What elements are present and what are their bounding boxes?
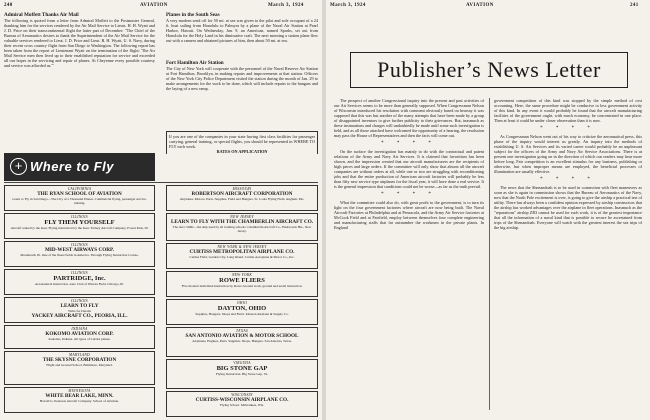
ad-state: TEXAS xyxy=(236,329,248,333)
ad-state: MINNESOTA xyxy=(68,389,91,393)
fort-hamilton-headline: Fort Hamilton Air Station xyxy=(166,60,224,66)
banner-title: Where to Fly xyxy=(30,159,115,174)
ad-yackey xyxy=(4,297,155,323)
running-title: AVIATION xyxy=(140,3,168,8)
section-break: * * * * xyxy=(540,126,596,131)
notice-rates: RATES ON APPLICATION xyxy=(216,149,268,154)
newsletter-column-1 xyxy=(334,98,484,416)
ad-big-stone-gap xyxy=(166,359,318,389)
ad-curtiss-wisconsin xyxy=(166,391,318,417)
section-break: * * * * xyxy=(540,177,596,182)
issue-date: March 3, 1924 xyxy=(330,3,366,8)
ad-san-antonio xyxy=(166,327,318,357)
ad-name: ROWE FLIERS xyxy=(219,277,265,284)
ad-mid-west xyxy=(4,241,155,267)
ad-name: PARTRIDGE, Inc. xyxy=(53,275,106,282)
page-number: 241 xyxy=(630,3,639,8)
ad-state: ILLINOIS xyxy=(71,271,88,275)
ad-text: Kokomo, Indiana. All types of Curtiss planes. xyxy=(48,337,111,341)
ad-ryan xyxy=(4,185,155,211)
moffett-article xyxy=(4,12,155,148)
ad-curtiss-metropolitan xyxy=(166,243,318,269)
ad-name: BIG STONE GAP xyxy=(216,365,268,372)
ad-text: Harold G. Peterson Aircraft Company. School of Aviation. xyxy=(39,399,120,403)
ad-name: THE RYAN SCHOOL OF AVIATION xyxy=(37,191,122,197)
ad-text: Airplanes, Motors, Parts, Supplies, Field and Hangars. St. Louis Flying Field, Anglum, Mo. xyxy=(179,197,305,201)
ad-text: Aeronautical Instruction. Aero Club of Illinois Field, Chicago, Ill. xyxy=(34,282,125,286)
ad-name: LEARN TO FLY WITH THE CHAMBERLIN AIRCRAFT CO. xyxy=(170,219,314,225)
issue-date: March 3, 1924 xyxy=(268,3,304,8)
left-page xyxy=(0,0,322,420)
running-title: AVIATION xyxy=(466,3,494,8)
ad-name: THE SKYSNE CORPORATION xyxy=(42,357,117,363)
ad-state: INDIANA xyxy=(71,327,88,331)
paragraph: On the surface the investigation has mainly to do with the contractual and patent relations of the Army and Navy Air Services. It is claimed that favoritism has been shown, and the impression created that our aircraft manufacturers are the recipients of high prices and large orders. If the committee will only show that almost all the aircraft companies are without orders at all, while one or two are struggling with reconditioning jobs and that the entire production of American aircraft factories will probably be less than fifty new service type airplanes for the fiscal year, it will have done a real service. It is the general impression that conditions could not be worse—as far as the truth prevail. xyxy=(334,149,484,189)
ad-state: NEW JERSEY xyxy=(230,215,254,219)
paragraph: The prospect of another Congressional inquiry into the present and past activities of our Air Services seems to be more than generally supposed. When Congressman Nelson of Wisconsin introduced his resolution with comment obviously based on hearsay it was supposed that this was but another of the many attempts that have been made by a group of disappointed inventors to give further publicity to their grievances. But, inasmuch as these insinuations and charges will undoubtedly be made until some such investigation is held, and as all those attacked have welcomed the opportunity of a hearing, the resolution may pass the House of Representatives and then the facts will come out. xyxy=(334,98,484,138)
fort-hamilton-body: The City of New York will cooperate with the personnel of the Naval Reserve Air Station at Fort Hamilton, Brooklyn, in making repairs and improvements at that station. Officers of the New York City Police Department visited the station during the month of Jan. 29 to make arrangements for the work to be done, which will include repairs to the hangars and the laying of a new ramp. xyxy=(166,66,318,91)
ad-name: CURTISS METROPOLITAN AIRPLANE CO. xyxy=(189,249,295,255)
masthead-title: Publisher’s News Letter xyxy=(377,57,601,82)
south-seas-headline: Planes in the South Seas xyxy=(166,12,220,18)
ad-fly-them-yourself xyxy=(4,213,155,239)
ad-text: Flying Instruction. Big Stone Gap, Va. xyxy=(215,372,269,376)
ad-dayton xyxy=(166,299,318,325)
ad-name: KOKOMO AVIATION CORP. xyxy=(45,331,114,337)
ads-left-column xyxy=(4,185,155,417)
paragraph: The news that the Shenandoah is to be used in connection with fleet maneuvers as soon as she is again in commission shows that the Bureau of Aeronautics of the Navy, now that the North Pole excitement is over, is going to give the airship a practical test of utility. There has always been a confident opinion expressed by airship constructors that the airship has worked advantages over the airplane in fleet operations. Inasmuch as the "reparations" airship ZR3 cannot be used for such work, it is of the greatest importance that all the information of a naval kind that is possible to secure be ascertained from trips of the Shenandoah. Everyone will watch with the greatest interest the sea trips of the big airship. xyxy=(494,185,642,230)
section-break: * * * * xyxy=(381,141,437,146)
ad-state: ILLINOIS xyxy=(71,243,88,247)
ad-state: MISSOURI xyxy=(232,187,252,191)
ad-name: DAYTON, OHIO xyxy=(217,305,267,312)
ad-robertson xyxy=(166,185,318,211)
page-number: 240 xyxy=(4,3,13,8)
ad-text: Learn to Fly in San Diego—The City of a Thousand Planes. Commercial flying, passenger service, training. xyxy=(12,197,147,205)
ad-state: NEW YORK xyxy=(231,273,253,277)
ad-skysne xyxy=(4,351,155,385)
ad-white-bear xyxy=(4,387,155,413)
ad-rowe xyxy=(166,271,318,297)
ad-name: FLY THEM YOURSELF xyxy=(44,219,115,226)
ad-state: WISCONSIN xyxy=(231,393,253,397)
news-column xyxy=(166,12,318,127)
where-to-fly-notice xyxy=(166,128,318,154)
ad-name: WHITE BEAR LAKE, MINN. xyxy=(45,393,114,399)
south-seas-body: A very modern send off for 50 mi. at sea was given to the pilot and sole occupant of a 24 ft. boat sailing from Honolulu to Palmyra by a plane of the Naval Air Station at Pearl Harbor, Hawaii. On Wednesday, Jan. 9, an American, named Sparks, set out from Honolulu for the Holy Land in his diminutive craft. The next morning a station plane flew out with a camera and obtained pictures of him, then about 50 mi. at sea. xyxy=(166,18,318,43)
ad-text: Monmouth, Ill. One of the finest fields in America. Through Flying Instruction Course. xyxy=(20,253,139,257)
ad-text: Curtiss Field, Garden City, Long Island. Curtiss Aeroplane & Motor Co., Inc. xyxy=(189,255,295,259)
ad-state: VIRGINIA xyxy=(233,361,251,365)
ad-state: OHIO xyxy=(236,301,248,305)
where-to-fly-banner xyxy=(4,150,155,182)
moffett-body: The following is quoted from a letter from Admiral Moffett to the Postmaster General, thanking him for the services rendered by the Air Mail Service to Lieuts. H. H. Wyatt and J. D. Price on their transcontinental flight the latter part of December: "The Chief of the Bureau of Aeronautics desires to thank the Superintendent of the Air Mail Service for the valuable services rendered to Lieut. J. D. Price and Lieut. B. H. Wyatt, U. S. Navy, during their recent cross country flight from San Diego to Washington. The following report has been taken from the report of Lieutenant Wyatt on the termination of the flight: 'The Air Mail Service men then lived up to their established reputation for service and exceeded all our hopes in the servicing and repair of planes. At Cheyenne every possible courtesy and service was afforded us.'" xyxy=(4,18,155,68)
ad-text: Flying School. Milwaukee, Wis. xyxy=(220,403,264,407)
column-rule xyxy=(489,98,490,410)
ad-text: The Avro 504K—the ship used by all training schools. Chamberlin Aircraft Co., Hasbrouck Hts., New Jersey. xyxy=(172,225,312,233)
divider xyxy=(4,182,318,183)
ad-state: ILLINOIS xyxy=(71,299,88,303)
right-page xyxy=(326,0,650,420)
ad-text: Supplies, Hangars, Shops and Field. Johnson Airplane & Supply Co. xyxy=(195,312,289,316)
ad-state: NEW YORK & NEW JERSEY xyxy=(217,245,267,249)
ad-name: YACKEY AIRCRAFT CO., PEORIA, ILL. xyxy=(31,313,128,319)
ad-text: Airplanes, Engines, Parts, Supplies, Shops, Hangars. San Antonio, Texas. xyxy=(192,339,292,343)
ad-chamberlin xyxy=(166,213,318,241)
ad-name: LEARN TO FLY xyxy=(60,303,99,309)
ad-text: Flight and Ground School. Baltimore, Maryland. xyxy=(46,363,113,367)
section-break: * * * * xyxy=(381,192,437,197)
ads-right-column xyxy=(166,185,318,417)
ad-name: CURTISS-WISCONSIN AIRPLANE CO. xyxy=(195,397,289,403)
masthead xyxy=(350,52,628,88)
plus-icon: + xyxy=(10,158,27,175)
ad-text: Five modern individual instruction by Rowe Ground work, ground and aerial instruction. xyxy=(181,284,303,288)
ad-text: Write for Details xyxy=(68,309,91,313)
newsletter-column-2 xyxy=(494,98,642,416)
ad-state: MARYLAND xyxy=(69,353,90,357)
ad-partridge xyxy=(4,269,155,295)
paragraph: government competition of this kind was stopped by the simple method of cost accounting. Here, the same procedure might be conducive to less government activity of this kind. In any event it would probably be found that the aircraft manufacturing facilities of the government ought, with much economy, be concentrated in one place. Then at least it could be under closer observation than it is now. xyxy=(494,98,642,123)
paragraph: What the committee could also do, with great profit to the government, is to turn its light on the four government factories where aircraft are now being built. The Naval Aircraft Factories at Philadelphia and at Pensacola, and the Army Air Service factories at McCook Field and at Fairfield, employ between themselves four complete engineering and manufacturing staffs that far outnumber the workmen in the private plants. In England xyxy=(334,200,484,230)
ad-kokomo xyxy=(4,325,155,349)
ad-name: ROBERTSON AIRCRAFT CORPORATION xyxy=(191,191,293,197)
notice-text: If you are one of the companies in your state having first class facilities for passenger carrying, general training, or special flights, you should be represented in WHERE TO FLY each week. xyxy=(169,134,315,149)
ad-text: Aircraft rented by the hour. Flying instruction by the hour. Yackey Aircraft Company, Forest Park, Ill. xyxy=(10,226,149,230)
ad-name: SAN ANTONIO AVIATION & MOTOR SCHOOL xyxy=(185,333,299,339)
paragraph: As Congressman Nelson went out of his way to criticize the aeronautical press, this phase of the inquiry would interest us greatly. An inquiry into the methods of establishing U. S. Air Services and its varied career would probably be an unpleasant subject for the officers of the Army and Navy Air Service Associations. There is at present one investigation going on in the direction of which our readers may hear more before long. Fair competition is an excellent stimulus for any business, publishing or otherwise, but when improper means are employed, the beneficial processes of illumination are usually effective. xyxy=(494,134,642,174)
ad-state: ILLINOIS xyxy=(71,215,88,219)
ad-name: MID-WEST AIRWAYS CORP. xyxy=(45,247,114,253)
moffett-headline: Admiral Moffett Thanks Air Mail xyxy=(4,12,79,18)
ad-state: CALIFORNIA xyxy=(67,187,92,191)
